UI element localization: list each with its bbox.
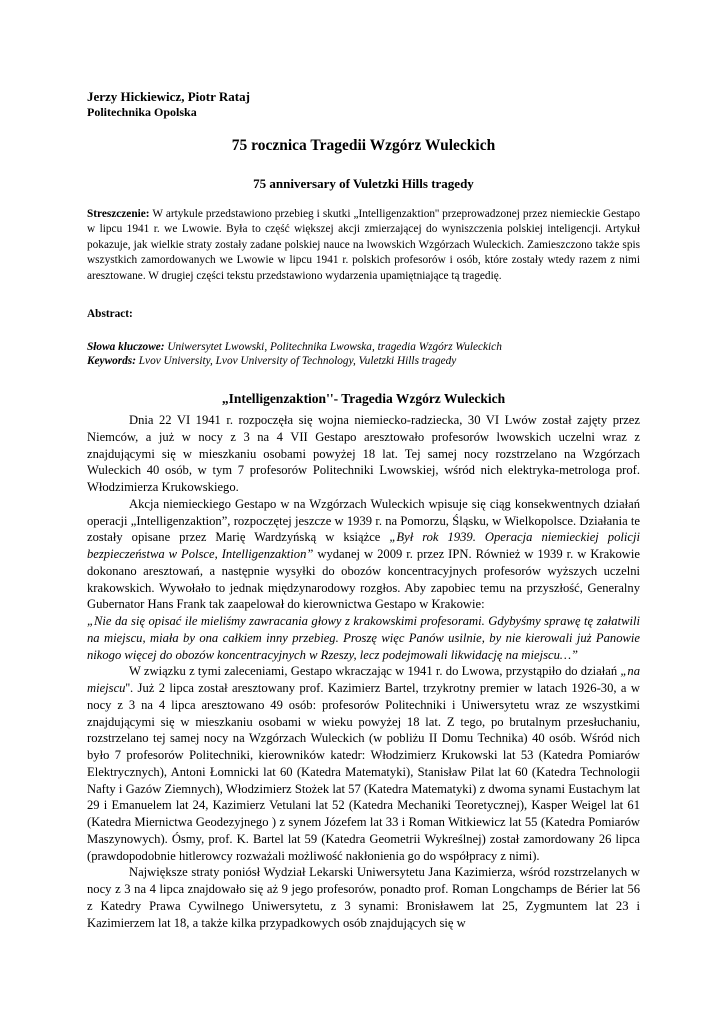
keywords-english-label: Keywords:: [87, 355, 136, 367]
affiliation: Politechnika Opolska: [87, 105, 197, 119]
keywords-english: [87, 354, 640, 369]
paragraph-4: Największe straty poniósł Wydział Lekarski Uniwersytetu Jana Kazimierza, wśród rozstrzelanych w nocy z 3 na 4 lipca znajdowało się aż 9 jego profesorów, ponadto prof. Roman Longchamps de Bérier lat 56 z Katedry Prawa Cywilnego Uniwersytetu, z 3 synami: Bronisławem lat 25, Zygmuntem lat 23 i Kazimierzem lat 18, a także kilka przypadkowych osób znajdujących się w: [87, 865, 640, 930]
title-polish: 75 rocznica Tragedii Wzgórz Wuleckich: [231, 137, 496, 154]
keywords-polish-label: Słowa kluczowe:: [87, 341, 165, 353]
abstract-english-label: Abstract:: [87, 308, 133, 320]
abstract-polish-text: W artykule przedstawiono przebieg i skutki „Intelligenzaktion'' przeprowadzonej przez niemieckie Gestapo w lipcu 1941 r. we Lwowie. Była to część większej akcji zmierzającej do wyniszczenia polskiej inteligencji. Artykuł pokazuje, jak wielkie straty zostały zadane polskiej nauce na lwowskich Wzgórzach Wuleckich. Zamieszczono także spis wszystkich zamordowanych we Lwowie w lipcu 1941 r. polskich profesorów i osób, które zostały wtedy razem z nimi aresztowane. W drugiej części tekstu przedstawiono wydarzenia upamiętniające tą tragedię.: [87, 208, 640, 282]
keywords-polish-text: Uniwersytet Lwowski, Politechnika Lwowska, tragedia Wzgórz Wuleckich: [164, 341, 502, 353]
body-text: [87, 412, 640, 931]
abstract-polish-label: Streszczenie:: [87, 208, 150, 220]
book-title: „Był rok 1939. Operacja niemieckiej policji bezpieczeństwa w Polsce, Intelligenzaktion”: [87, 530, 640, 561]
authors: Jerzy Hickiewicz, Piotr Rataj: [87, 89, 250, 104]
keywords-english-text: Lvov University, Lvov University of Technology, Vuletzki Hills tragedy: [135, 355, 457, 367]
section-heading: „Intelligenzaktion''- Tragedia Wzgórz Wuleckich: [221, 391, 506, 406]
paragraph-1: Dnia 22 VI 1941 r. rozpoczęła się wojna niemiecko-radziecka, 30 VI Lwów został zajęty przez Niemców, a już w nocy z 3 na 4 VII Gestapo aresztowało profesorów lwowskich uczelni wraz z znajdującymi się w mieszkaniu osobami powyżej 18 lat. Tej samej nocy rozstrzelano na Wzgórzach Wuleckich 40 osób, w tym 7 profesorów Politechniki Lwowskiej, wśród nich elektryka-metrologa prof. Włodzimierza Krukowskiego.: [87, 413, 640, 494]
frank-quote: „Nie da się opisać ile mieliśmy zawracania głowy z krakowskimi profesorami. Gdybyśmy sprawę tę załatwili na miejscu, miała by ona całkiem inny przebieg. Proszę więc Panów usilnie, by nie kierowali już Panowie nikogo więcej do obozów koncentracyjnych w Rzeszy, lecz podejmowali likwidację na miejscu…”: [87, 614, 640, 662]
abstract-polish: [87, 207, 640, 284]
keywords-polish: [87, 340, 640, 355]
title-english: 75 anniversary of Vuletzki Hills tragedy: [253, 176, 474, 191]
paragraph-3: W związku z tymi zaleceniami, Gestapo wkraczając w 1941 r. do Lwowa, przystąpiło do działań „na miejscu''. Już 2 lipca został aresztowany prof. Kazimierz Bartel, trzykrotny premier w latach 1926-30, a w nocy z 3 na 4 lipca aresztowano 49 osób: profesorów Politechniki i Uniwersytetu wraz ze wszystkimi znajdującymi się w mieszkaniu osobami w wieku powyżej 18 lat. Z tego, po brutalnym przesłuchaniu, rozstrzelano tej samej nocy na Wzgórzach Wuleckich (w pobliżu II Domu Technika) 40 osób. Wśród nich było 7 profesorów Politechniki, kierowników katedr: Włodzimierz Krukowski lat 53 (Katedra Pomiarów Elektrycznych), Antoni Łomnicki lat 60 (Katedra Matematyki), Stanisław Pilat lat 60 (Katedra Technologii Nafty i Gazów Ziemnych), Włodzimierz Stożek lat 57 (Katedra Matematyki) z dwoma synami Eustachym lat 29 i Emanuelem lat 24, Kazimierz Vetulani lat 52 (Katedra Mechaniki Teoretycznej), Kasper Weigel lat 61 (Katedra Miernictwa Geodezyjnego ) z synem Józefem lat 33 i Roman Witkiewicz lat 55 (Katedra Pomiarów Maszynowych). Ósmy, prof. K. Bartel lat 59 (Katedra Geometrii Wykreślnej) został zamordowany 26 lipca (prawdopodobnie hitlerowcy rozważali możliwość nakłonienia go do współpracy z nimi).: [87, 664, 640, 863]
paragraph-2: Akcja niemieckiego Gestapo w na Wzgórzach Wuleckich wpisuje się ciąg konsekwentnych działań operacji „Intelligenzaktion”, rozpoczętej jeszcze w 1939 r. na Pomorzu, Śląsku, w Wielkopolsce. Działania te zostały opisane przez Marię Wardzyńską w książce „Był rok 1939. Operacja niemieckiej policji bezpieczeństwa w Polsce, Intelligenzaktion” wydanej w 2009 r. przez IPN. Również w 1939 r. w Krakowie dokonano aresztowań, a następnie wysyłki do obozów koncentracyjnych profesorów wyższych uczelni krakowskich. Wywołało to jednak międzynarodowy rozgłos. Aby zapobiec temu na przyszłość, Generalny Gubernator Hans Frank tak zaapelował do kierownictwa Gestapo w Krakowie:: [87, 496, 640, 612]
